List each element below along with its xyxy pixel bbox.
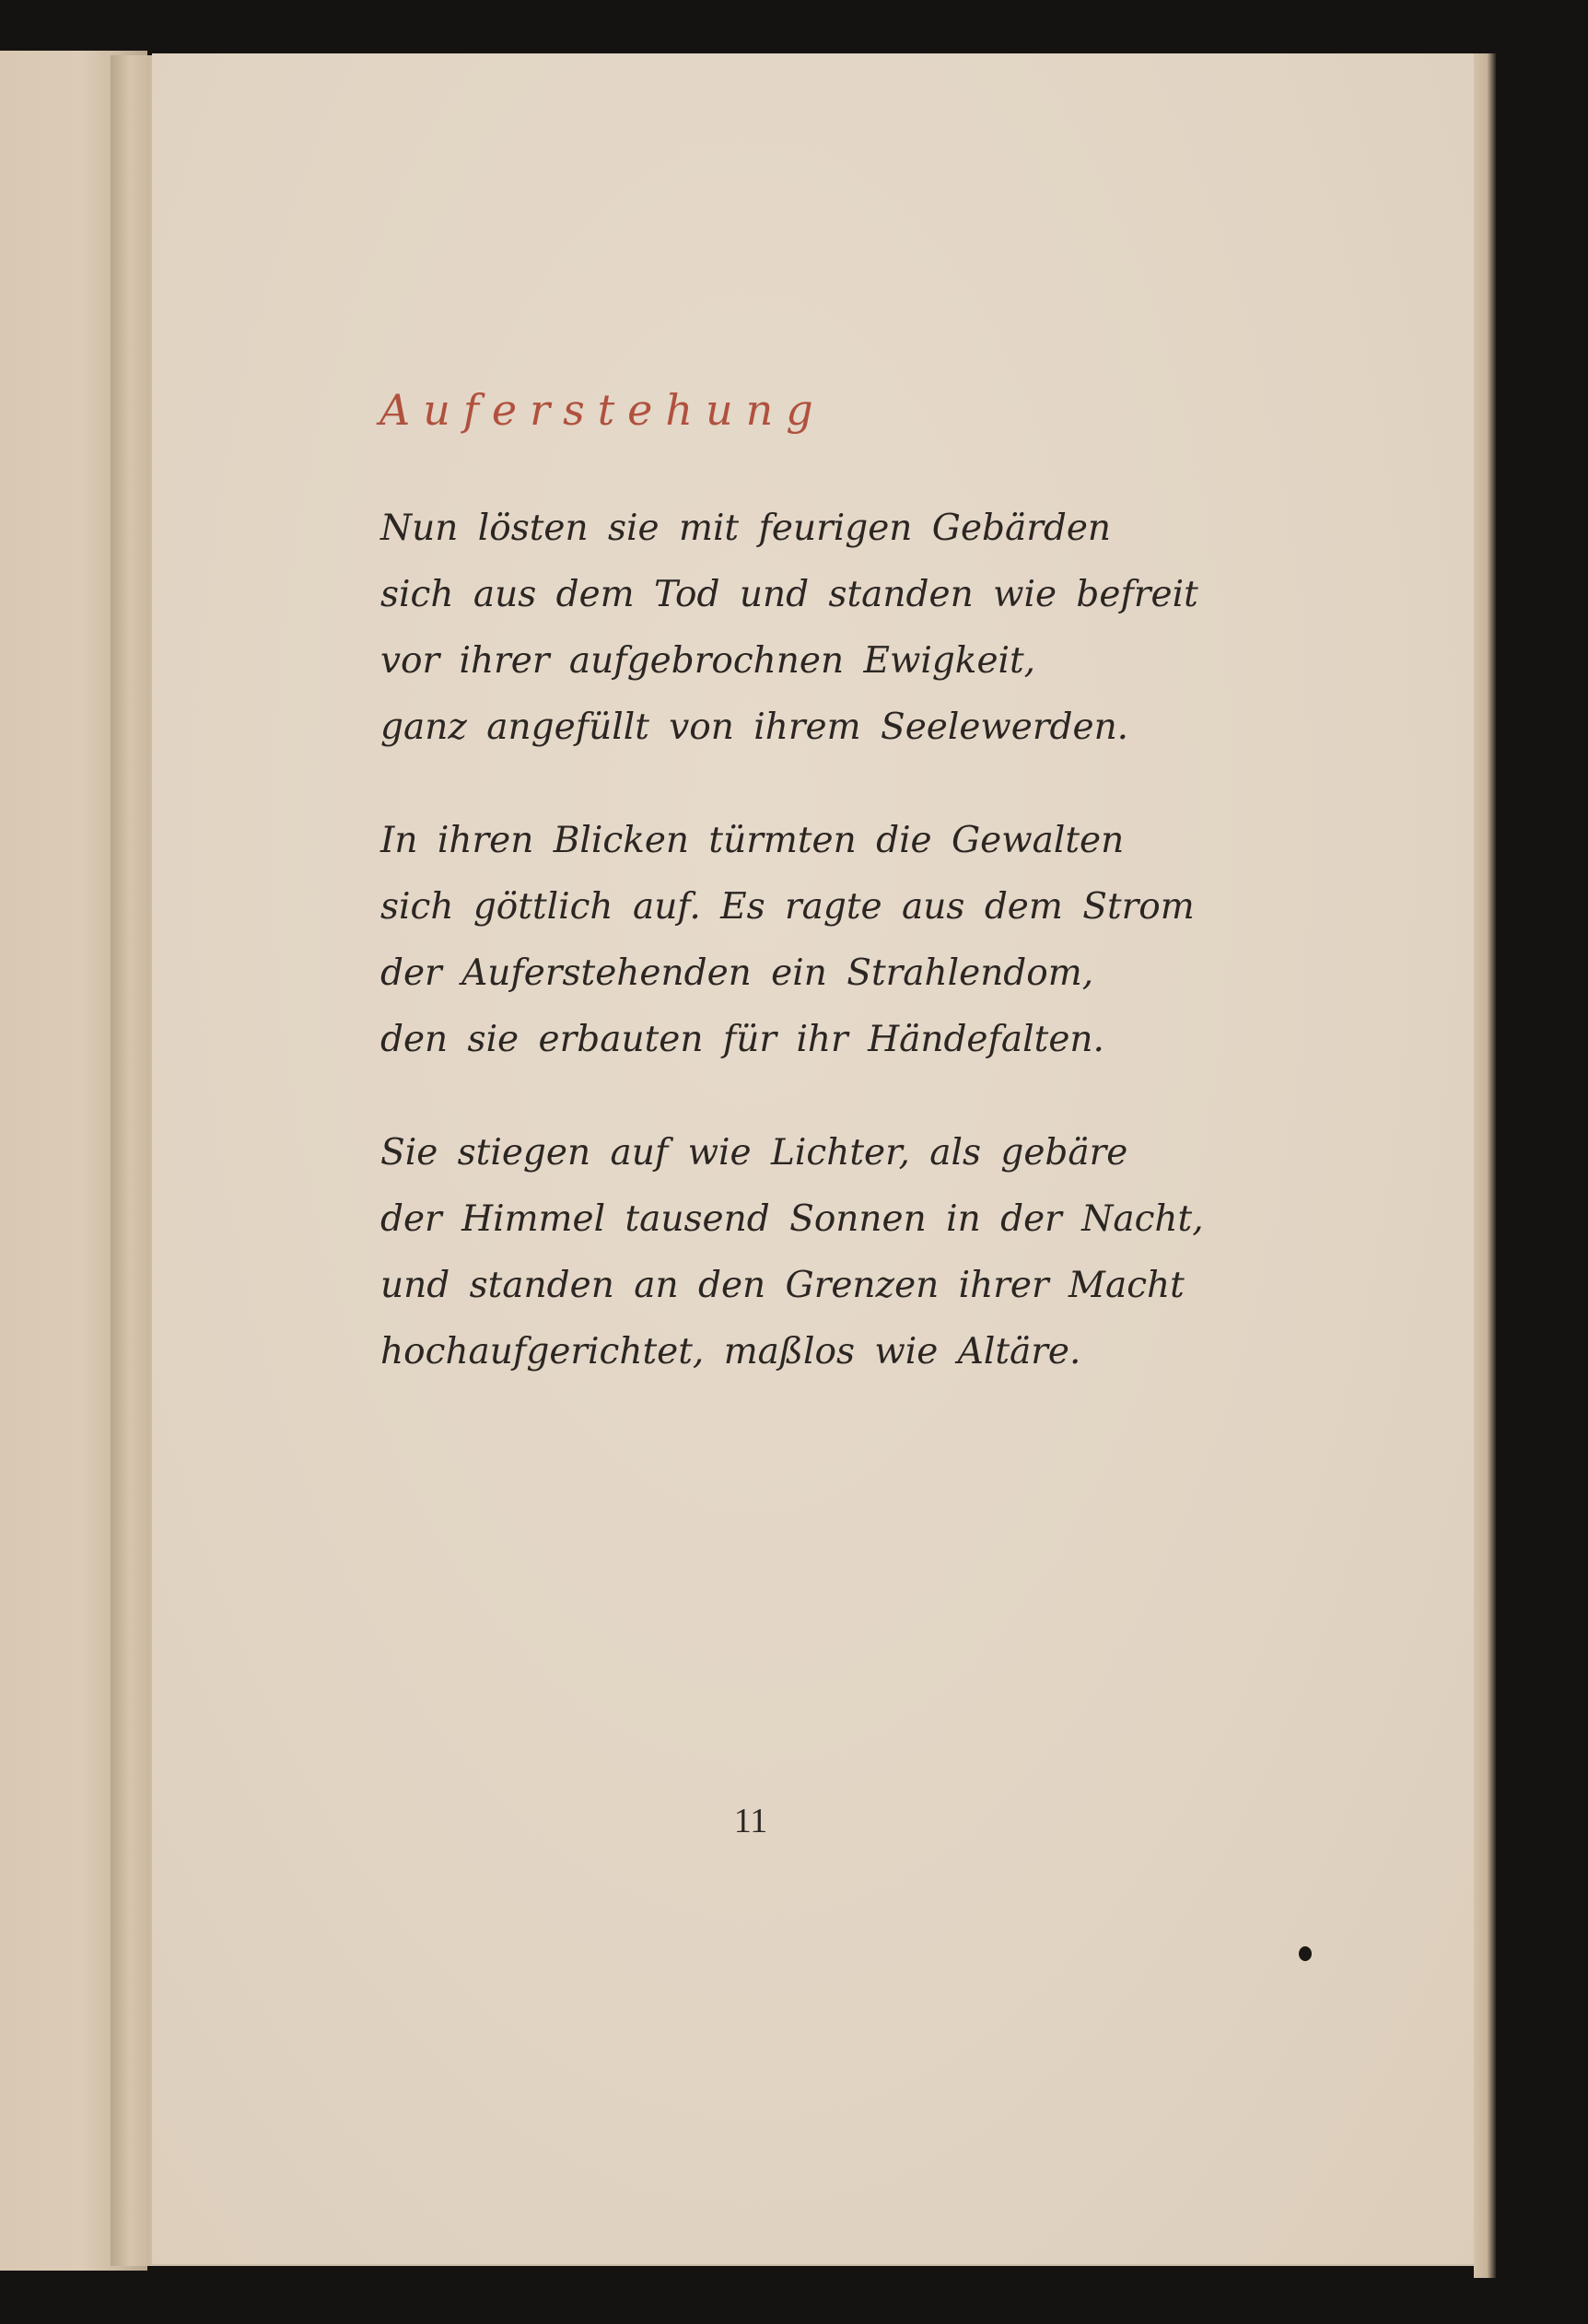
- poem-line: vor ihrer aufgebrochnen Ewigkeit,: [380, 640, 1036, 682]
- poem-line: und standen an den Grenzen ihrer Macht: [380, 1265, 1185, 1306]
- stanza-2: [380, 808, 1209, 1073]
- poem-line: der Auferstehenden ein Strahlendom,: [380, 952, 1094, 994]
- poem-line: ganz angefüllt von ihrem Seelewerden.: [380, 707, 1129, 748]
- stanza-1: [380, 496, 1209, 761]
- poem-line: hochaufgerichtet, maßlos wie Altäre.: [380, 1331, 1081, 1372]
- poem-line: sich göttlich auf. Es ragte aus dem Strom: [380, 886, 1195, 928]
- poem-body: [380, 496, 1209, 1432]
- poem-line: sich aus dem Tod und standen wie befreit: [380, 574, 1198, 615]
- poem-line: den sie erbauten für ihr Händefalten.: [380, 1019, 1104, 1060]
- poem-line: Sie stiegen auf wie Lichter, als gebäre: [380, 1132, 1128, 1174]
- poem-line: Nun lösten sie mit feurigen Gebärden: [380, 508, 1112, 549]
- page-number: 11: [733, 1802, 768, 1840]
- stanza-3: [380, 1120, 1209, 1385]
- right-page-edge: [1474, 53, 1496, 2278]
- ink-speck: [1299, 1946, 1312, 1961]
- poem-line: In ihren Blicken türmten die Gewalten: [380, 820, 1125, 861]
- poem-line: der Himmel tausend Sonnen in der Nacht,: [380, 1198, 1204, 1240]
- poem-title: Auferstehung: [379, 385, 826, 435]
